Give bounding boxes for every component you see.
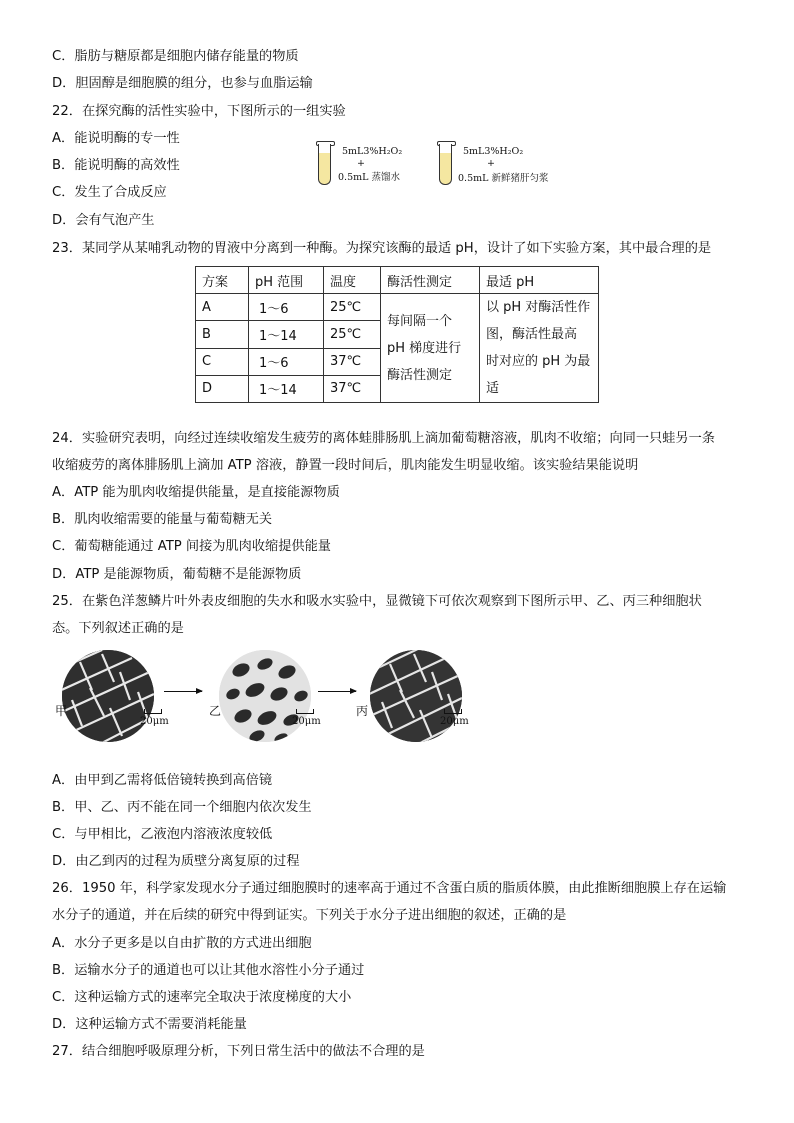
q26-stem-line1: 26．1950 年，科学家发现水分子通过细胞膜时的速率高于通过不含蛋白质的脂质体膜，由此推断细胞膜上存在运输 (52, 881, 727, 896)
label-jia: 甲 (55, 704, 68, 718)
cell-ph: 1～6 (249, 294, 324, 321)
tube1-plus: + (357, 158, 365, 169)
arrow-right-icon (164, 691, 202, 692)
activity-line: 酶活性测定 (387, 367, 453, 383)
header-temperature: 温度 (324, 267, 381, 294)
q26-stem-line2: 水分子的通道，并在后续的研究中得到证实。下列关于水分子进出细胞的叙述，正确的是 (52, 908, 567, 923)
q21-option-d: D．胆固醇是细胞膜的组分，也参与血脂运输 (52, 76, 313, 91)
cell-temp: 25℃ (324, 294, 381, 321)
q25-option-a: A．由甲到乙需将低倍镜转换到高倍镜 (52, 773, 273, 788)
q22-option-a: A．能说明酶的专一性 (52, 131, 180, 146)
cell-ph: 1～14 (249, 321, 324, 348)
cell-temp: 37℃ (324, 348, 381, 375)
micrograph-bing (370, 650, 462, 742)
cells-turgid-image (62, 650, 154, 742)
q25-option-c: C．与甲相比，乙液泡内溶液浓度较低 (52, 827, 273, 842)
cell-plan: B (196, 321, 249, 348)
q22-option-d: D．会有气泡产生 (52, 213, 155, 228)
q24-stem-line1: 24．实验研究表明，向经过连续收缩发生疲劳的离体蛙腓肠肌上滴加葡萄糖溶液，肌肉不收缩；向同一只蛙另一条 (52, 431, 715, 446)
q24-option-c: C．葡萄糖能通过 ATP 间接为肌肉收缩提供能量 (52, 539, 331, 554)
cells-plasmolyzed-image (219, 650, 311, 742)
q24-option-a: A．ATP 能为肌肉收缩提供能量，是直接能源物质 (52, 485, 340, 500)
cell-ph: 1～6 (249, 348, 324, 375)
label-bing: 丙 (356, 704, 369, 718)
q21-option-c: C．脂肪与糖原都是细胞内储存能量的物质 (52, 49, 299, 64)
optimal-line: 图，酶活性最高 (486, 327, 578, 342)
q26-option-b: B．运输水分子的通道也可以让其他水溶性小分子通过 (52, 963, 365, 978)
tube2-plus: + (487, 158, 495, 169)
label-yi: 乙 (209, 704, 222, 718)
scale-bar-icon (296, 709, 314, 714)
cell-ph: 1～14 (249, 375, 324, 402)
scale-label-bing: 20μm (440, 716, 469, 727)
q26-option-a: A．水分子更多是以自由扩散的方式进出细胞 (52, 936, 312, 951)
header-plan: 方案 (196, 267, 249, 294)
cell-plan: D (196, 375, 249, 402)
q23-stem: 23．某同学从某哺乳动物的胃液中分离到一种酶。为探究该酶的最适 pH，设计了如下实验方案，其中最合理的是 (52, 241, 712, 256)
q23-experiment-table (195, 266, 599, 403)
tube1-distilled-water (318, 144, 331, 185)
q26-option-c: C．这种运输方式的速率完全取决于浓度梯度的大小 (52, 990, 352, 1005)
cell-activity-merged (381, 294, 480, 403)
tube1-top-label: 5mL3%H₂O₂ (342, 146, 403, 157)
q22-option-b: B．能说明酶的高效性 (52, 158, 180, 173)
scale-label-jia: 20μm (140, 716, 169, 727)
q24-stem-line2: 收缩疲劳的离体腓肠肌上滴加 ATP 溶液，静置一段时间后，肌肉能发生明显收缩。该实验结果能说明 (52, 458, 639, 473)
activity-line: 每间隔一个 (387, 313, 453, 329)
scale-bar-icon (444, 709, 462, 714)
cell-temp: 25℃ (324, 321, 381, 348)
micrograph-yi (219, 650, 311, 742)
q26-option-d: D．这种运输方式不需要消耗能量 (52, 1017, 247, 1032)
tube2-liver-homogenate (439, 144, 452, 185)
q24-option-d: D．ATP 是能源物质，葡萄糖不是能源物质 (52, 567, 302, 582)
header-ph-range: pH 范围 (249, 267, 324, 294)
micrograph-jia (62, 650, 154, 742)
activity-line: pH 梯度进行 (387, 340, 462, 356)
q25-option-b: B．甲、乙、丙不能在同一个细胞内依次发生 (52, 800, 312, 815)
scale-bar-icon (144, 709, 162, 714)
q27-stem: 27．结合细胞呼吸原理分析，下列日常生活中的做法不合理的是 (52, 1044, 425, 1059)
scale-label-yi: 20μm (292, 716, 321, 727)
cell-temp: 37℃ (324, 375, 381, 402)
optimal-line: 时对应的 pH 为最 (486, 354, 591, 369)
table-header-row (196, 267, 599, 294)
arrow-right-icon (318, 691, 356, 692)
q25-stem-line2: 态。下列叙述正确的是 (52, 621, 184, 636)
tube2-top-label: 5mL3%H₂O₂ (463, 146, 524, 157)
q24-option-b: B．肌肉收缩需要的能量与葡萄糖无关 (52, 512, 273, 527)
optimal-line: 适 (486, 381, 500, 396)
cells-recovered-image (370, 650, 462, 742)
q25-option-d: D．由乙到丙的过程为质壁分离复原的过程 (52, 854, 300, 869)
q22-option-c: C．发生了合成反应 (52, 185, 167, 200)
cell-optimal-merged (480, 294, 599, 403)
cell-plan: A (196, 294, 249, 321)
q25-stem-line1: 25．在紫色洋葱鳞片叶外表皮细胞的失水和吸水实验中，显微镜下可依次观察到下图所示甲、乙、丙三种细胞状 (52, 594, 702, 609)
table-row (196, 294, 599, 321)
optimal-line: 以 pH 对酶活性作 (486, 300, 591, 315)
q22-stem: 22．在探究酶的活性实验中，下图所示的一组实验 (52, 104, 346, 119)
cell-plan: C (196, 348, 249, 375)
tube1-bottom-label: 0.5mL 蒸馏水 (338, 172, 400, 183)
header-optimal-ph: 最适 pH (480, 267, 599, 294)
tube2-bottom-label: 0.5mL 新鲜猪肝匀浆 (458, 173, 549, 184)
header-activity: 酶活性测定 (381, 267, 480, 294)
